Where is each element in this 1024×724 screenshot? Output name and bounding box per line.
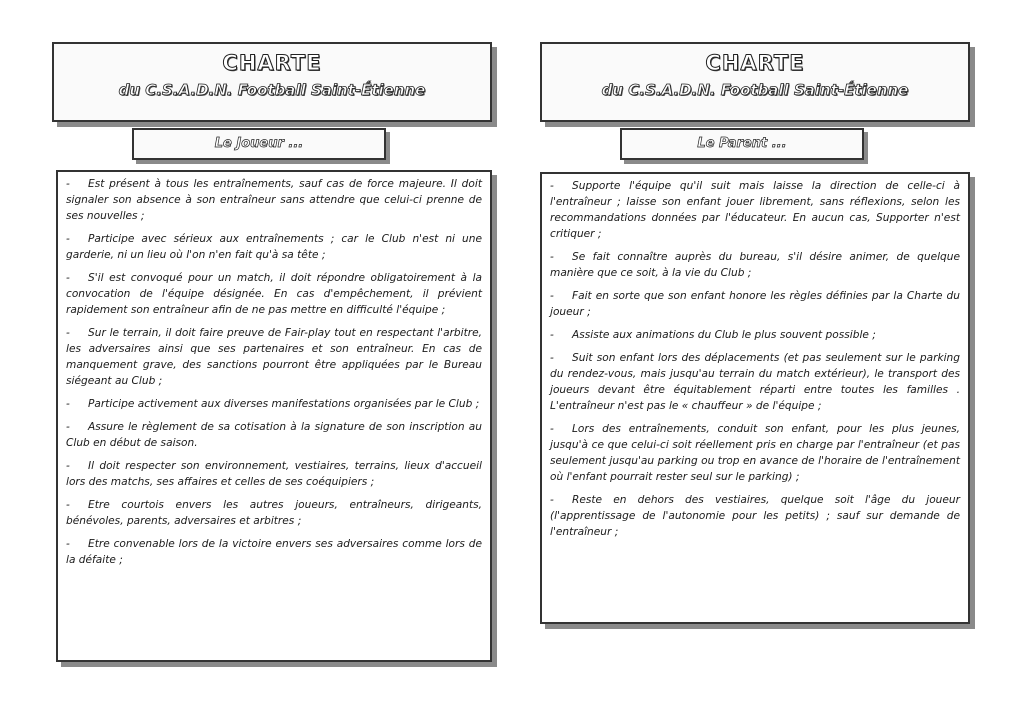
charter-title: CHARTE <box>222 51 322 75</box>
rules-list <box>56 170 492 662</box>
rule-text: Supporte l'équipe qu'il suit mais laisse la direction de celle-ci à l'entraîneur ; laisse son enfant jouer librement, sans réflexions, selon les recommandations données par l'éducateur. En aucun cas, Supporter n'est critiquer ; <box>550 180 960 240</box>
bullet-dash: - <box>550 251 554 263</box>
list-item <box>66 325 482 389</box>
title-box <box>540 42 970 122</box>
bullet-dash: - <box>66 538 70 550</box>
charter-title: CHARTE <box>705 51 805 75</box>
list-item <box>66 497 482 529</box>
list-item <box>66 176 482 224</box>
rule-text: Lors des entraînements, conduit son enfant, pour les plus jeunes, jusqu'à ce que celui-ci soit réellement pris en charge par l'entraîneur (et pas seulement jusqu'au parking ou trop en avance de l'horaire de l'entraînement où l'enfant pourrait rester seul sur le parking) ; <box>550 423 960 483</box>
role-heading: Le Joueur ... <box>132 128 386 160</box>
rule-text: Etre courtois envers les autres joueurs, entraîneurs, dirigeants, bénévoles, parents, adversaires et arbitres ; <box>66 499 482 527</box>
role-heading: Le Parent ... <box>620 128 864 160</box>
rule-text: Sur le terrain, il doit faire preuve de Fair-play tout en respectant l'arbitre, les adversaires ainsi que ses partenaires et son entraîneur. En cas de manquement grave, des sanctions pourront être appliquées par le Bureau siégeant au Club ; <box>66 327 482 387</box>
bullet-dash: - <box>550 352 554 364</box>
list-item <box>66 419 482 451</box>
list-item <box>550 178 960 242</box>
bullet-dash: - <box>550 329 554 341</box>
bullet-dash: - <box>550 423 554 435</box>
rule-text: Il doit respecter son environnement, vestiaires, terrains, lieux d'accueil lors des matchs, ses affaires et celles de ses coéquipiers ; <box>66 460 482 488</box>
bullet-dash: - <box>66 327 70 339</box>
rule-text: Assure le règlement de sa cotisation à la signature de son inscription au Club en début de saison. <box>66 421 482 449</box>
bullet-dash: - <box>66 178 70 190</box>
rule-text: Reste en dehors des vestiaires, quelque soit l'âge du joueur (l'apprentissage de l'autonomie pour les petits) ; sauf sur demande de l'entraîneur ; <box>550 494 960 538</box>
list-item <box>550 350 960 414</box>
charter-subtitle: du C.S.A.D.N. Football Saint-Étienne <box>118 81 426 99</box>
list-item <box>550 421 960 485</box>
rule-text: Participe avec sérieux aux entraînements ; car le Club n'est ni une garderie, ni un lieu où l'on n'en fait qu'à sa tête ; <box>66 233 482 261</box>
list-item <box>66 231 482 263</box>
bullet-dash: - <box>66 233 70 245</box>
list-item <box>550 288 960 320</box>
bullet-dash: - <box>66 499 70 511</box>
rule-text: Assiste aux animations du Club le plus souvent possible ; <box>572 329 876 341</box>
bullet-dash: - <box>550 494 554 506</box>
rule-text: Est présent à tous les entraînements, sauf cas de force majeure. Il doit signaler son absence à son entraîneur sans attendre que celui-ci prenne de ses nouvelles ; <box>66 178 482 222</box>
bullet-dash: - <box>66 398 70 410</box>
list-item <box>66 396 482 412</box>
list-item <box>66 536 482 568</box>
bullet-dash: - <box>550 290 554 302</box>
rule-text: Se fait connaître auprès du bureau, s'il désire animer, de quelque manière que ce soit, à la vie du Club ; <box>550 251 960 279</box>
list-item <box>550 249 960 281</box>
rule-text: Etre convenable lors de la victoire envers ses adversaires comme lors de la défaite ; <box>66 538 482 566</box>
list-item <box>66 458 482 490</box>
list-item <box>550 492 960 540</box>
bullet-dash: - <box>66 460 70 472</box>
rule-text: Suit son enfant lors des déplacements (et pas seulement sur le parking du rendez-vous, mais jusqu'au terrain du match extérieur), le transport des joueurs devant être équitablement réparti entre toutes les familles . L'entraîneur n'est pas le « chauffeur » de l'équipe ; <box>550 352 960 412</box>
bullet-dash: - <box>66 421 70 433</box>
rules-list <box>540 172 970 624</box>
list-item <box>66 270 482 318</box>
rule-text: Participe activement aux diverses manifestations organisées par le Club ; <box>88 398 480 410</box>
charter-player-panel <box>52 0 492 724</box>
rule-text: Fait en sorte que son enfant honore les règles définies par la Charte du joueur ; <box>550 290 960 318</box>
bullet-dash: - <box>66 272 70 284</box>
rule-text: S'il est convoqué pour un match, il doit répondre obligatoirement à la convocation de l'équipe désignée. En cas d'empêchement, il prévient rapidement son entraîneur afin de ne pas mettre en difficulté l'équipe ; <box>66 272 482 316</box>
bullet-dash: - <box>550 180 554 192</box>
list-item <box>550 327 960 343</box>
charter-subtitle: du C.S.A.D.N. Football Saint-Étienne <box>601 81 909 99</box>
title-box <box>52 42 492 122</box>
charter-parent-panel <box>540 0 970 724</box>
